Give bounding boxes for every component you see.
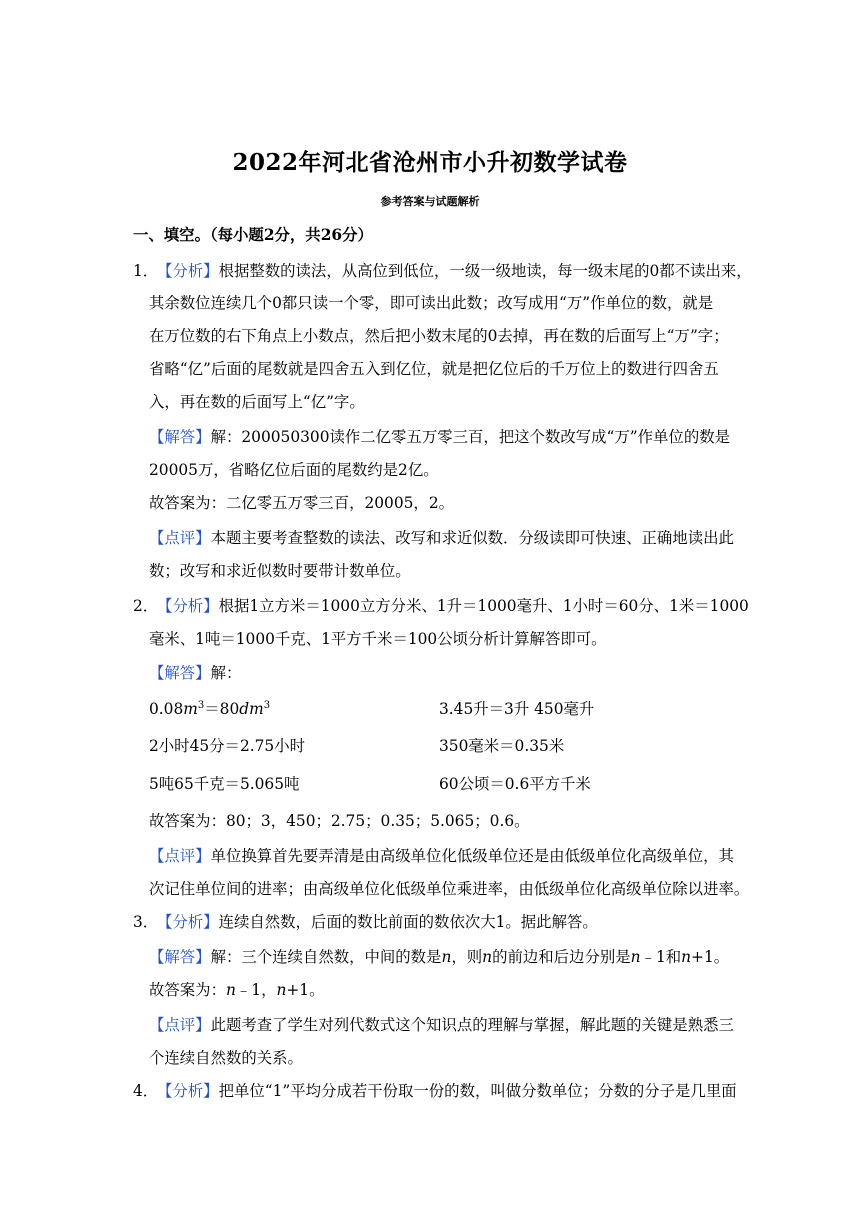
q1-answer-line: 20005万，省略亿位后面的尾数约是2亿。 [149,461,439,479]
q2-analysis-line: 毫米、1吨＝1000千克、1平方千米＝100公顷分析计算解答即可。 [149,630,607,648]
analysis-text: 连续自然数，后面的数比前面的数依次大1。据此解答。 [218,913,598,931]
q2-final-answer: 故答案为：80；3，450；2.75；0.35；5.065；0.6。 [149,812,530,830]
conversion-item: 350毫米＝0.35米 [439,737,565,755]
unit-symbol: m [183,700,198,718]
conversion-value: 0.08 [149,700,184,718]
conversion-item: 2小时45分＝2.75小时 [149,737,305,755]
unit-symbol: dm [239,700,264,718]
q3-analysis-line [133,912,598,932]
conversion-value: ＝80 [204,700,240,718]
q4-analysis-line [133,1081,737,1101]
q1-analysis-line: 入，再在数的后面写上“亿”字。 [149,393,365,411]
variable-n: n [482,948,493,966]
answer-text: ﹣1和 [640,948,682,966]
document-subtitle: 参考答案与试题解析 [380,195,480,208]
comment-text: 此题考查了学生对列代数式这个知识点的理解与掌握，解此题的关键是熟悉三 [210,1016,734,1034]
q1-comment-line: 数；改写和求近似数时要带计数单位。 [149,562,411,580]
exponent: 3 [197,699,205,711]
variable-n: n [441,948,452,966]
q1-analysis-line: 省略“亿”后面的尾数就是四舍五入到亿位，就是把亿位后的千万位上的数进行四舍五 [149,360,719,378]
comment-tag: 【点评】 [149,1016,211,1034]
comment-tag: 【点评】 [149,847,211,865]
answer-text: +1。 [286,981,325,999]
answer-tag: 【解答】 [149,664,211,682]
answer-text: 解：200050300读作二亿零五万零三百，把这个数改写成“万”作单位的数是 [210,428,730,446]
q1-analysis-line [133,261,752,281]
q2-answer-line [149,663,241,683]
variable-n: n [681,948,692,966]
answer-tag: 【解答】 [149,948,211,966]
analysis-tag: 【分析】 [157,1082,219,1100]
conversion-item: 60公顷＝0.6平方千米 [439,775,591,793]
answer-text: 解： [210,664,242,682]
q3-final-answer [149,980,324,1000]
variable-n: n [225,981,236,999]
q3-comment-line [149,1015,734,1035]
comment-text: 本题主要考查整数的读法、改写和求近似数．分级读即可快速、正确地读出此 [210,529,734,547]
question-number: 1． [133,262,159,280]
question-number: 4． [133,1082,159,1100]
conversion-item [149,699,270,719]
answer-text: ，则 [451,948,483,966]
analysis-tag: 【分析】 [157,597,219,615]
answer-text: ﹣1， [235,981,277,999]
q1-final-answer: 故答案为：二亿零五万零三百，20005，2。 [149,494,455,512]
section-heading: 一、填空。（每小题2分，共26分） [133,226,373,244]
q2-comment-line: 次记住单位间的进率；由高级单位化低级单位乘进率，由低级单位化高级单位除以进率。 [149,880,750,898]
analysis-text: 根据整数的读法，从高位到低位，一级一级地读，每一级末尾的0都不读出来， [218,262,752,280]
analysis-tag: 【分析】 [157,262,219,280]
conversion-item: 5吨65千克＝5.065吨 [149,775,300,793]
analysis-text: 根据1立方米＝1000立方分米、1升＝1000毫升、1小时＝60分、1米＝1000 [218,597,749,615]
analysis-tag: 【分析】 [157,913,219,931]
q1-comment-line [149,528,734,548]
answer-text: +1。 [691,948,730,966]
answer-text: 故答案为： [149,981,226,999]
exponent: 3 [263,699,271,711]
q1-answer-line [149,427,730,447]
answer-text: 解：三个连续自然数，中间的数是 [210,948,442,966]
q1-analysis-line: 在万位数的右下角点上小数点，然后把小数末尾的0去掉，再在数的后面写上“万”字； [149,327,729,345]
comment-text: 单位换算首先要弄清是由高级单位化低级单位还是由低级单位化高级单位，其 [210,847,734,865]
q1-analysis-line: 其余数位连续几个0都只读一个零，即可读出此数；改写成用“万”作单位的数，就是 [149,294,714,312]
question-number: 3． [133,913,159,931]
answer-tag: 【解答】 [149,428,211,446]
conversion-item: 3.45升＝3升 450毫升 [439,700,595,718]
document-title: 2022年河北省沧州市小升初数学试卷 [232,149,628,176]
answer-text: 的前边和后边分别是 [492,948,631,966]
question-number: 2． [133,597,159,615]
q2-comment-line [149,846,734,866]
variable-n: n [630,948,641,966]
analysis-text: 把单位“1”平均分成若干份取一份的数，叫做分数单位；分数的分子是几里面 [218,1082,737,1100]
q2-analysis-line [133,596,749,616]
q3-comment-line: 个连续自然数的关系。 [149,1049,303,1067]
variable-n: n [276,981,287,999]
q3-answer-line [149,947,729,967]
comment-tag: 【点评】 [149,529,211,547]
